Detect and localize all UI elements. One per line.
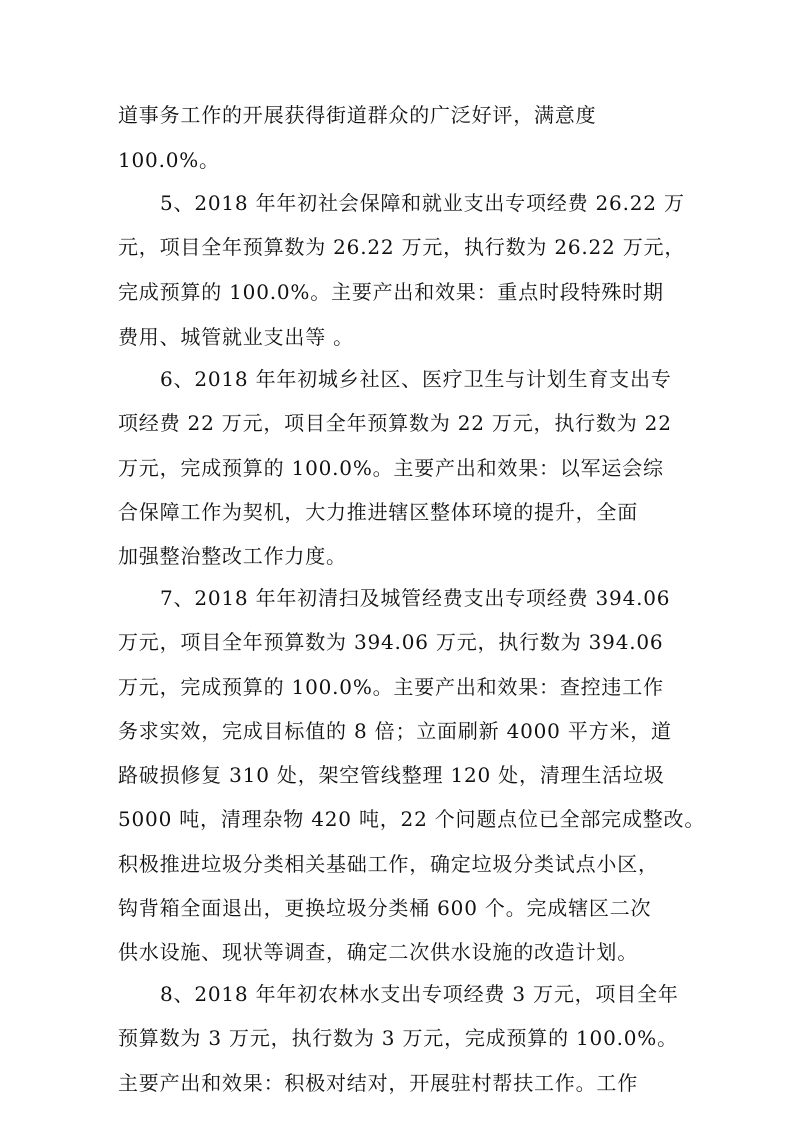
paragraph-8-line-1: 8、2018 年年初农林水支出专项经费 3 万元，项目全年 <box>160 982 679 1006</box>
paragraph-5-line-2: 元，项目全年预算数为 26.22 万元，执行数为 26.22 万元， <box>118 235 686 259</box>
text-line-2: 100.0%。 <box>118 148 220 172</box>
paragraph-6-line-5: 加强整治整改工作力度。 <box>118 544 347 568</box>
paragraph-7-line-7: 积极推进垃圾分类相关基础工作，确定垃圾分类试点小区， <box>118 852 659 876</box>
paragraph-7-line-9: 供水设施、现状等调查，确定二次供水设施的改造计划。 <box>118 940 638 964</box>
paragraph-7-line-4: 务求实效，完成目标值的 8 倍；立面刷新 4000 平方米，道 <box>118 719 672 743</box>
text-line-1: 道事务工作的开展获得街道群众的广泛好评，满意度 <box>118 103 597 127</box>
paragraph-6-line-2: 项经费 22 万元，项目全年预算数为 22 万元，执行数为 22 <box>118 411 672 435</box>
paragraph-6-line-4: 合保障工作为契机，大力推进辖区整体环境的提升，全面 <box>118 500 638 524</box>
paragraph-5-line-1: 5、2018 年年初社会保障和就业支出专项经费 26.22 万 <box>160 191 685 215</box>
paragraph-8-line-2: 预算数为 3 万元，执行数为 3 万元，完成预算的 100.0%。 <box>118 1026 678 1050</box>
paragraph-8-line-3: 主要产出和效果：积极对结对，开展驻村帮扶工作。工作 <box>118 1071 638 1095</box>
paragraph-7-line-3: 万元，完成预算的 100.0%。主要产出和效果：查控违工作 <box>118 675 664 699</box>
paragraph-7-line-1: 7、2018 年年初清扫及城管经费支出专项经费 394.06 <box>160 586 671 610</box>
paragraph-7-line-5: 路破损修复 310 处，架空管线整理 120 处，清理生活垃圾 <box>118 763 665 787</box>
paragraph-5-line-3: 完成预算的 100.0%。主要产出和效果：重点时段特殊时期 <box>118 280 664 304</box>
paragraph-7-line-8: 钩背箱全面退出，更换垃圾分类桶 600 个。完成辖区二次 <box>118 896 652 920</box>
paragraph-6-line-3: 万元，完成预算的 100.0%。主要产出和效果：以军运会综 <box>118 456 664 480</box>
paragraph-7-line-2: 万元，项目全年预算数为 394.06 万元，执行数为 394.06 <box>118 630 664 654</box>
paragraph-7-line-6: 5000 吨，清理杂物 420 吨，22 个问题点位已全部完成整改。 <box>118 807 706 831</box>
paragraph-5-line-4: 费用、城管就业支出等 。 <box>118 325 354 349</box>
paragraph-6-line-1: 6、2018 年年初城乡社区、医疗卫生与计划生育支出专 <box>160 367 672 391</box>
